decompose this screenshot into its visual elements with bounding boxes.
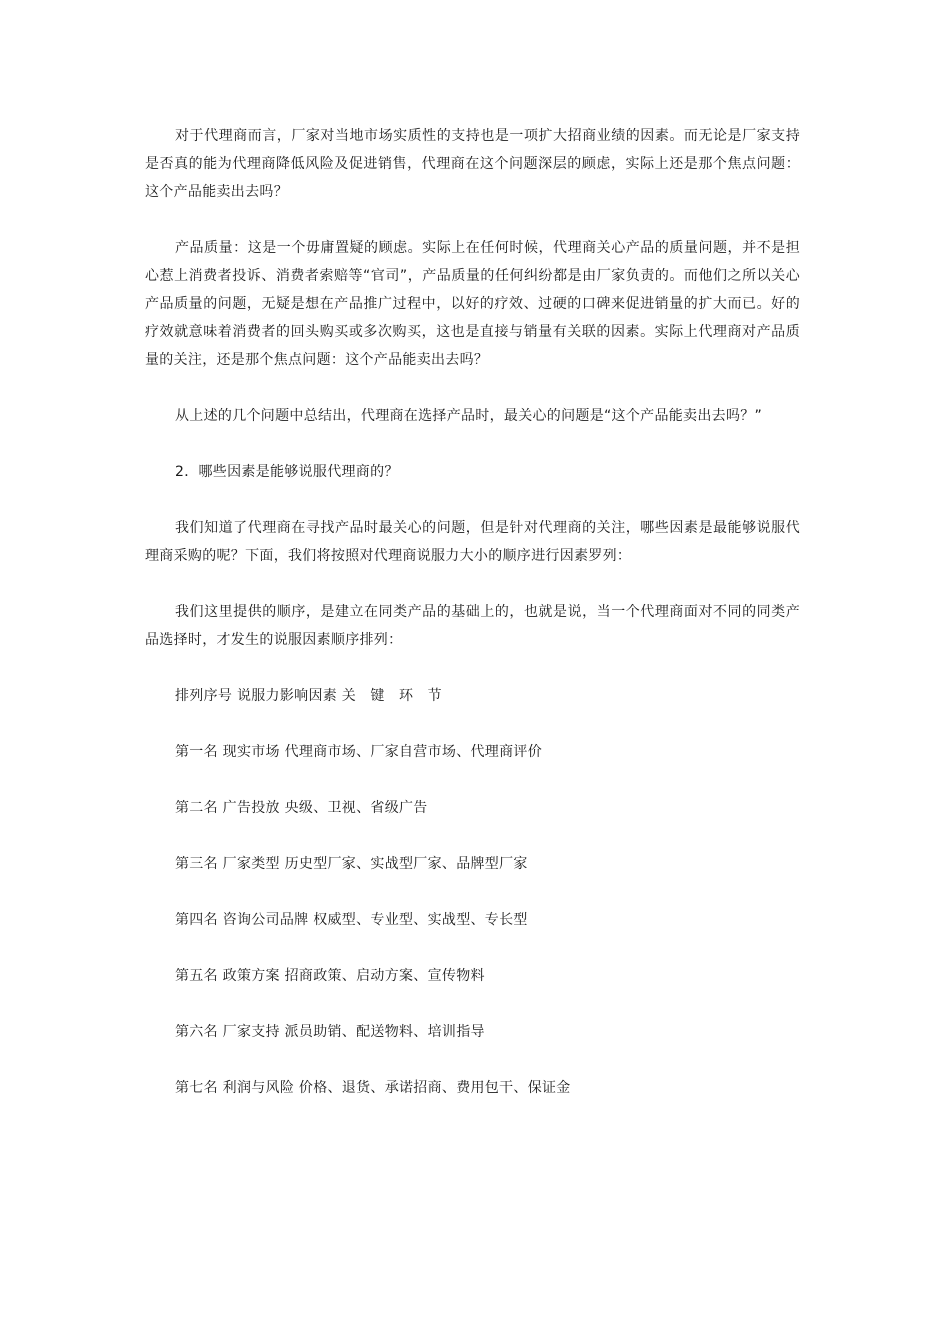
paragraph-manufacturer-support: 对于代理商而言，厂家对当地市场实质性的支持也是一项扩大招商业绩的因素。而无论是厂家支持是否真的能为代理商降低风险及促进销售，代理商在这个问题深层的顾虑，实际上还是那个焦点问题：这个产品能卖出去吗？: [145, 128, 800, 200]
ranking-line-2: 第二名 广告投放 央级、卫视、省级广告: [175, 800, 428, 816]
ranking-line-3: 第三名 厂家类型 历史型厂家、实战型厂家、品牌型厂家: [175, 856, 528, 872]
document-body: [145, 122, 800, 1130]
ranking-line-6: 第六名 厂家支持 派员助销、配送物料、培训指导: [175, 1024, 485, 1040]
ranking-line-1: 第一名 现实市场 代理商市场、厂家自营市场、代理商评价: [175, 744, 542, 760]
paragraph-product-quality: 产品质量：这是一个毋庸置疑的顾虑。实际上在任何时候，代理商关心产品的质量问题，并不是担心惹上消费者投诉、消费者索赔等“官司”，产品质量的任何纠纷都是由厂家负责的。而他们之所以关心产品质量的问题，无疑是想在产品推广过程中，以好的疗效、过硬的口碑来促进销量的扩大而已。好的疗效就意味着消费者的回头购买或多次购买，这也是直接与销量有关联的因素。实际上代理商对产品质量的关注，还是那个焦点问题：这个产品能卖出去吗？: [145, 240, 800, 368]
ranking-line-5: 第五名 政策方案 招商政策、启动方案、宣传物料: [175, 968, 485, 984]
ranking-header-line: 排列序号 说服力影响因素 关 键 环 节: [175, 688, 442, 704]
paragraph-summary: 从上述的几个问题中总结出，代理商在选择产品时，最关心的问题是“这个产品能卖出去吗？”: [175, 408, 763, 424]
section-heading-persuasion-factors: 2．哪些因素是能够说服代理商的？: [175, 464, 399, 480]
ranking-line-4: 第四名 咨询公司品牌 权威型、专业型、实战型、专长型: [175, 912, 528, 928]
paragraph-factors-intro: 我们知道了代理商在寻找产品时最关心的问题，但是针对代理商的关注，哪些因素是最能够说服代理商采购的呢？下面，我们将按照对代理商说服力大小的顺序进行因素罗列：: [145, 520, 800, 564]
ranking-line-7: 第七名 利润与风险 价格、退货、承诺招商、费用包干、保证金: [175, 1080, 571, 1096]
paragraph-order-basis: 我们这里提供的顺序，是建立在同类产品的基础上的，也就是说，当一个代理商面对不同的同类产品选择时，才发生的说服因素顺序排列：: [145, 604, 800, 648]
